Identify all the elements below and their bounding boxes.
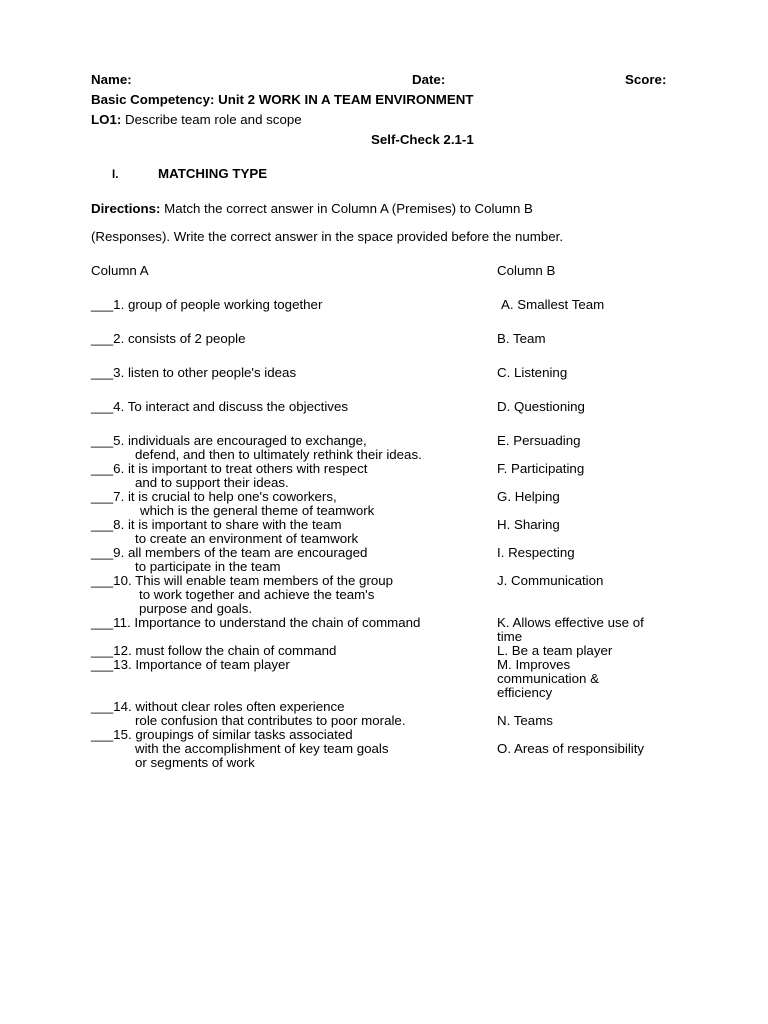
premise-line: defend, and then to ultimately rethink their ideas. bbox=[135, 447, 422, 462]
premise-line: or segments of work bbox=[135, 755, 255, 770]
response-line: K. Allows effective use of bbox=[497, 615, 644, 630]
response-o bbox=[497, 742, 644, 756]
response-line: A. Smallest Team bbox=[501, 297, 605, 312]
premise-10 bbox=[91, 574, 393, 616]
response-line: time bbox=[497, 629, 523, 644]
directions-line2: (Responses). Write the correct answer in the space provided before the number. bbox=[91, 229, 564, 244]
premise-3 bbox=[91, 366, 296, 380]
section-title: MATCHING TYPE bbox=[158, 166, 268, 181]
response-g bbox=[497, 490, 560, 504]
premise-line: ___8. it is important to share with the team bbox=[91, 517, 342, 532]
lo-value: Describe team role and scope bbox=[125, 112, 302, 127]
response-line: C. Listening bbox=[497, 365, 568, 380]
competency-line bbox=[91, 93, 473, 107]
response-line: F. Participating bbox=[497, 461, 585, 476]
premise-line: which is the general theme of teamwork bbox=[140, 503, 375, 518]
premise-line: role confusion that contributes to poor morale. bbox=[135, 713, 406, 728]
premise-line: ___15. groupings of similar tasks associated bbox=[91, 727, 353, 742]
response-m bbox=[497, 658, 599, 700]
section-number: I. bbox=[112, 169, 119, 181]
premise-line: ___12. must follow the chain of command bbox=[91, 643, 337, 658]
response-e bbox=[497, 434, 581, 448]
premise-7 bbox=[91, 490, 374, 518]
premise-13 bbox=[91, 658, 290, 672]
premise-8 bbox=[91, 518, 358, 546]
premise-line: ___14. without clear roles often experience bbox=[91, 699, 345, 714]
response-line: G. Helping bbox=[497, 489, 560, 504]
response-i bbox=[497, 546, 575, 560]
response-line: D. Questioning bbox=[497, 399, 585, 414]
response-n bbox=[497, 714, 553, 728]
premise-line: ___3. listen to other people's ideas bbox=[91, 365, 297, 380]
response-line: M. Improves bbox=[497, 657, 571, 672]
premise-5 bbox=[91, 434, 422, 462]
response-line: H. Sharing bbox=[497, 517, 560, 532]
premise-line: ___4. To interact and discuss the objectives bbox=[91, 399, 348, 414]
premise-line: ___13. Importance of team player bbox=[91, 657, 290, 672]
premise-line: to create an environment of teamwork bbox=[135, 531, 359, 546]
premise-line: ___7. it is crucial to help one's coworkers, bbox=[91, 489, 337, 504]
lo-label: LO1: bbox=[91, 112, 122, 127]
response-line: N. Teams bbox=[497, 713, 553, 728]
response-c bbox=[497, 366, 567, 380]
premise-14 bbox=[91, 700, 406, 728]
premise-line: and to support their ideas. bbox=[135, 475, 289, 490]
directions-label: Directions: bbox=[91, 201, 161, 216]
premise-4 bbox=[91, 400, 348, 414]
column-b-heading: Column B bbox=[497, 263, 556, 278]
lo-line bbox=[91, 113, 302, 127]
response-l bbox=[497, 644, 612, 658]
response-line: communication & bbox=[497, 671, 599, 686]
response-line: I. Respecting bbox=[497, 545, 575, 560]
column-a-heading: Column A bbox=[91, 263, 149, 278]
response-line: L. Be a team player bbox=[497, 643, 613, 658]
premise-line: with the accomplishment of key team goals bbox=[135, 741, 389, 756]
response-h bbox=[497, 518, 560, 532]
premise-9 bbox=[91, 546, 367, 574]
response-d bbox=[497, 400, 585, 414]
premise-12 bbox=[91, 644, 336, 658]
premise-11 bbox=[91, 616, 420, 630]
premise-line: to work together and achieve the team's bbox=[139, 587, 375, 602]
name-label: Name: bbox=[91, 72, 132, 87]
response-b bbox=[497, 332, 546, 346]
premise-line: purpose and goals. bbox=[139, 601, 253, 616]
directions-text-1: Match the correct answer in Column A (Premises) to Column B bbox=[164, 201, 533, 216]
premise-2 bbox=[91, 332, 246, 346]
score-label: Score: bbox=[625, 72, 667, 87]
premise-line: ___1. group of people working together bbox=[91, 297, 323, 312]
directions-line1 bbox=[91, 202, 533, 216]
response-line: O. Areas of responsibility bbox=[497, 741, 645, 756]
response-k bbox=[497, 616, 644, 644]
premise-1 bbox=[91, 298, 322, 312]
response-line: J. Communication bbox=[497, 573, 604, 588]
premise-15 bbox=[91, 728, 389, 770]
competency-label: Basic Competency: bbox=[91, 92, 215, 107]
response-line: E. Persuading bbox=[497, 433, 581, 448]
premise-line: ___5. individuals are encouraged to exchange, bbox=[91, 433, 367, 448]
response-line: B. Team bbox=[497, 331, 546, 346]
self-check-title: Self-Check 2.1-1 bbox=[371, 132, 474, 147]
premise-line: ___9. all members of the team are encouraged bbox=[91, 545, 368, 560]
response-a bbox=[501, 298, 604, 312]
response-j bbox=[497, 574, 603, 588]
premise-line: ___6. it is important to treat others with respect bbox=[91, 461, 368, 476]
response-line: efficiency bbox=[497, 685, 553, 700]
premise-line: ___2. consists of 2 people bbox=[91, 331, 246, 346]
premise-line: to participate in the team bbox=[135, 559, 281, 574]
premise-line: ___11. Importance to understand the chain of command bbox=[91, 615, 421, 630]
premise-6 bbox=[91, 462, 367, 490]
date-label: Date: bbox=[412, 72, 446, 87]
response-f bbox=[497, 462, 584, 476]
premise-line: ___10. This will enable team members of the group bbox=[91, 573, 394, 588]
competency-value: Unit 2 WORK IN A TEAM ENVIRONMENT bbox=[218, 92, 474, 107]
